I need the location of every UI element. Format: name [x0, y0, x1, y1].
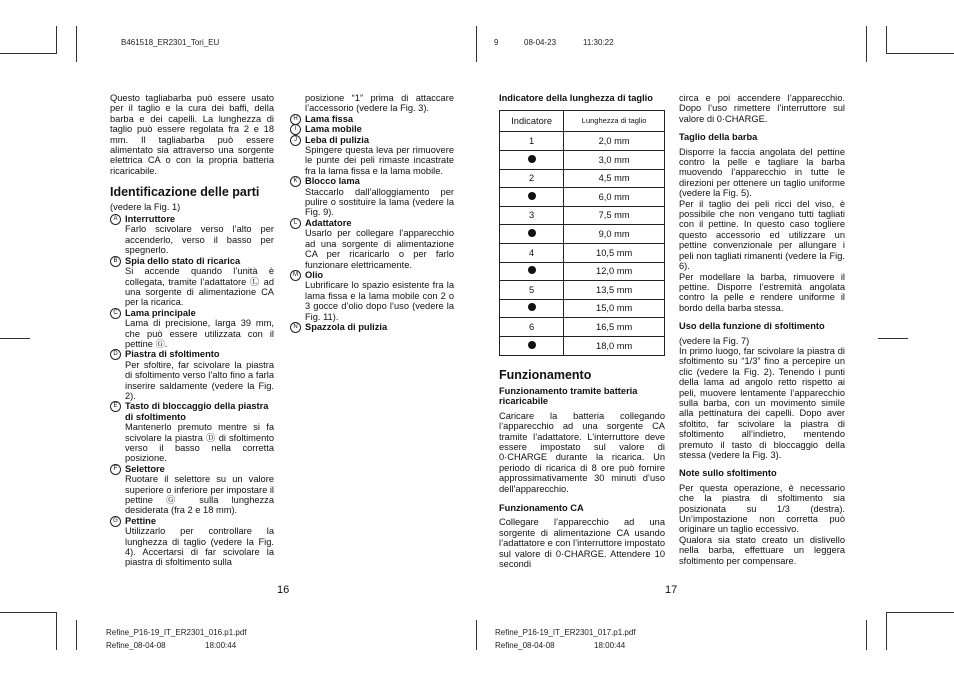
part-letter-badge: M — [290, 270, 301, 281]
table-row — [500, 299, 665, 318]
part-item — [110, 464, 274, 516]
table-title: Indicatore della lunghezza di taglio — [499, 93, 653, 103]
dot-icon — [528, 341, 536, 349]
crop-mark — [866, 26, 867, 62]
length-cell: 15,0 mm — [564, 299, 665, 318]
indicator-cell: 5 — [500, 281, 564, 300]
part-title: Tasto di bloccaggio della piastra di sfoltimento — [125, 401, 269, 422]
dot-icon — [528, 266, 536, 274]
length-cell: 16,5 mm — [564, 318, 665, 337]
crop-mark — [886, 612, 954, 613]
part-title: Lama fissa — [305, 113, 354, 124]
crop-mark — [0, 338, 30, 339]
part-item — [290, 114, 454, 124]
length-cell: 12,0 mm — [564, 262, 665, 281]
part-title: Interruttore — [125, 214, 176, 225]
indicator-cell: 2 — [500, 169, 564, 188]
part-description: Lubrificare lo spazio esistente fra la lama fissa e la lama mobile con 2 o 3 gocce d’olio dopo l’uso (vedere la Fig. 11). — [305, 280, 454, 322]
part-item — [110, 308, 274, 350]
continued-text: circa e poi accendere l’apparecchio. Dopo l’uso rimettere l’interruttore sul valore di 0·CHARGE. — [679, 93, 845, 124]
figure-reference: (vedere la Fig. 1) — [110, 201, 181, 212]
part-title: Spazzola di pulizia — [305, 321, 388, 332]
table-row — [500, 281, 665, 300]
thinning-ref: (vedere la Fig. 7) — [679, 335, 750, 346]
ac-paragraph: Collegare l’apparecchio ad una sorgente di alimentazione CA usando l’adattatore e con l’interruttore impostato sul valore di 0·CHARGE. Attendere 10 secondi — [499, 517, 665, 570]
crop-mark — [76, 26, 77, 62]
subheading-beard-trim: Taglio della barba — [679, 132, 758, 143]
indicator-cell: 6 — [500, 318, 564, 337]
part-item — [290, 135, 454, 177]
part-item — [110, 214, 274, 256]
footer-left-time: 18:00:44 — [205, 641, 237, 650]
crop-mark — [886, 53, 954, 54]
part-letter-badge: J — [290, 135, 301, 146]
indicator-cell: 1 — [500, 132, 564, 151]
table-row — [500, 318, 665, 337]
part-item — [110, 349, 274, 401]
subheading-notes: Note sullo sfoltimento — [679, 468, 777, 479]
length-cell: 9,0 mm — [564, 225, 665, 244]
part-letter-badge: L — [290, 218, 301, 229]
crop-mark — [886, 612, 887, 650]
length-cell: 4,5 mm — [564, 169, 665, 188]
part-title: Lama principale — [125, 307, 196, 318]
part-letter-badge: N — [290, 322, 301, 333]
table-row — [500, 243, 665, 262]
table-row — [500, 151, 665, 170]
part-description: Spingere questa leva per rimuovere le punte dei peli rimaste incastrate fra la lama fissa e la lama mobile. — [305, 145, 454, 176]
crop-mark — [866, 620, 867, 650]
length-cell: 6,0 mm — [564, 188, 665, 207]
beard-paragraph-3: Per modellare la barba, rimuovere il pettine. Disporre l’estremità angolata contro la pelle e rendere uniforme il bordo della barba stessa. — [679, 271, 845, 313]
dot-icon — [528, 155, 536, 163]
part-title: Olio — [305, 269, 324, 280]
beard-paragraph-2: Per il taglio dei peli ricci del viso, è possibile che non vengano tutti tagliati con il pettine. In questo caso togliere questo accessorio ed utilizzare un pettine convenzionale per allungare i peli non tagliati rimanenti (vedere la Fig. 6). — [679, 198, 845, 272]
table-row — [500, 188, 665, 207]
notes-paragraph-2: Qualora sia stato creato un dislivello nella barba, effettuare un leggera sfoltimento per compensare. — [679, 534, 845, 566]
part-description: Utilizzarlo per controllare la lunghezza di taglio (vedere la Fig. 4). Accertarsi di far scivolare la piastra di sfoltimento sulla — [125, 526, 274, 568]
indicator-cell — [500, 188, 564, 207]
part-item — [110, 256, 274, 308]
part-title: Adattatore — [305, 217, 352, 228]
subheading-battery: Funzionamento tramite batteria ricaricabile — [499, 385, 638, 407]
part-description: Farlo scivolare verso l’alto per accenderlo, verso il basso per spegnerlo. — [125, 224, 274, 256]
footer-right-date: Refine_08-04-08 — [495, 641, 555, 650]
part-item — [290, 176, 454, 218]
crop-mark — [476, 26, 477, 62]
part-description: Usarlo per collegare l’apparecchio ad una sorgente di alimentazione CA per ricaricarlo o per farlo funzionare elettricamente. — [305, 228, 454, 270]
crop-mark — [886, 26, 887, 54]
crop-mark — [878, 338, 908, 339]
section-heading-parts: Identificazione delle parti — [110, 185, 260, 200]
part-letter-badge: E — [110, 401, 121, 412]
intro-paragraph: Questo tagliabarba può essere usato per il taglio e la cura dei baffi, della barba e dei capelli. La lunghezza di taglio può essere regolata fra 2 e 18 mm. Il tagliabarba può essere alimentato sia attraverso una sorgente elettrica CA o con la propria batteria ricaricabile. — [110, 93, 274, 176]
notes-paragraph-1: Per questa operazione, è necessario che la piastra di sfoltimento sia posizionata su 1/3 (destra). Un’impostazione non corretta può originare un taglio eccessivo. — [679, 482, 845, 535]
part-title: Spia dello stato di ricarica — [125, 255, 241, 266]
header-date: 08-04-23 — [524, 38, 557, 47]
beard-paragraph-1: Disporre la faccia angolata del pettine contro la pelle e tagliare la barba muovendo l’apparecchio in tutte le direzioni per ottenere un taglio uniforme (vedere la Fig. 5). — [679, 146, 845, 199]
part-title: Piastra di sfoltimento — [125, 349, 220, 360]
column-4 — [679, 93, 845, 566]
dot-icon — [528, 229, 536, 237]
length-cell: 13,5 mm — [564, 281, 665, 300]
page-number-left: 16 — [277, 584, 290, 596]
crop-mark — [76, 620, 77, 650]
indicator-cell — [500, 225, 564, 244]
column-2 — [290, 93, 454, 332]
footer-left-date: Refine_08-04-08 — [106, 641, 166, 650]
part-description: Staccarlo dall’alloggiamento per pulire o sostituire la lama (vedere la Fig. 9). — [305, 186, 454, 218]
part-description: Ruotare il selettore su un valore superiore o inferiore per impostare il pettine Ⓖ sulla lunghezza desiderata (fra 2 e 18 mm). — [125, 474, 274, 516]
part-description: Si accende quando l’unità è collegata, tramite l’adattatore Ⓛ ad una sorgente di alimentazione CA per la ricarica. — [125, 266, 274, 308]
header-page-num: 9 — [494, 38, 499, 47]
table-row — [500, 262, 665, 281]
part-letter-badge: I — [290, 124, 301, 135]
table-row — [500, 132, 665, 151]
part-letter-badge: D — [110, 349, 121, 360]
indicator-cell — [500, 299, 564, 318]
crop-mark — [0, 612, 56, 613]
part-title: Pettine — [125, 515, 156, 526]
footer-left-file: Refine_P16-19_IT_ER2301_016.p1.pdf — [106, 628, 247, 637]
part-title: Selettore — [125, 463, 165, 474]
part-item — [290, 124, 454, 134]
part-letter-badge: A — [110, 214, 121, 225]
part-item — [110, 401, 274, 463]
length-cell: 10,5 mm — [564, 243, 665, 262]
dot-icon — [528, 192, 536, 200]
part-item — [110, 516, 274, 568]
table-row — [500, 225, 665, 244]
column-1 — [110, 93, 274, 568]
footer-right-time: 18:00:44 — [594, 641, 626, 650]
subheading-thinning: Uso della funzione di sfoltimento — [679, 321, 825, 332]
part-letter-badge: K — [290, 176, 301, 187]
part-item — [290, 218, 454, 270]
section-heading-operation: Funzionamento — [499, 367, 592, 382]
part-description: Mantenerlo premuto mentre si fa scivolare la piastra Ⓓ di sfoltimento verso il basso nella corretta posizione. — [125, 422, 274, 464]
part-description: Per sfoltire, far scivolare la piastra di sfoltimento verso l’alto fino a farla inserire saldamente (vedere la Fig. 2). — [125, 359, 274, 401]
crop-mark — [0, 53, 56, 54]
indicator-cell — [500, 262, 564, 281]
crop-mark — [56, 612, 57, 650]
crop-mark — [56, 26, 57, 54]
part-description: Lama di precisione, larga 39 mm, che può essere utilizzata con il pettine Ⓖ. — [125, 318, 274, 349]
cutting-length-table — [499, 110, 665, 355]
table-row — [500, 336, 665, 355]
header-filename: B461518_ER2301_Tori_EU — [121, 38, 220, 47]
header-time: 11:30:22 — [583, 38, 614, 47]
part-title: Leba di pulizia — [305, 134, 370, 145]
length-cell: 3,0 mm — [564, 151, 665, 170]
part-title: Lama mobile — [305, 124, 362, 135]
indicator-cell — [500, 336, 564, 355]
page-number-right: 17 — [665, 584, 678, 596]
footer-right-file: Refine_P16-19_IT_ER2301_017.p1.pdf — [495, 628, 636, 637]
length-cell: 2,0 mm — [564, 132, 665, 151]
table-header-length: Lunghezza di taglio — [564, 111, 665, 132]
thinning-paragraph: In primo luogo, far scivolare la piastra di sfoltimento su “1/3” fino a percepire un clic (vedere la Fig. 2). Tenendo i punti della lama ad angolo retto rispetto ai peli, muovere lentamente l’apparecchio sulla barba, con un movimento simile alla pettinatura dei capelli. Dopo aver sfoltito, far scivolare la piastra di sfoltimento all’indietro, mentendo premuto il tasto di bloccaggio della stessa (vedere la Fig. 3). — [679, 345, 845, 460]
length-cell: 7,5 mm — [564, 206, 665, 225]
crop-mark — [476, 620, 477, 650]
indicator-cell: 4 — [500, 243, 564, 262]
column-3 — [499, 93, 665, 569]
dot-icon — [528, 303, 536, 311]
part-item — [290, 270, 454, 322]
table-row — [500, 206, 665, 225]
continued-text: posizione “1” prima di attaccare l’accessorio (vedere la Fig. 3). — [305, 93, 454, 114]
part-letter-badge: B — [110, 256, 121, 267]
part-letter-badge: G — [110, 516, 121, 527]
table-row — [500, 169, 665, 188]
table-header-indicator: Indicatore — [500, 111, 564, 132]
part-letter-badge: H — [290, 114, 301, 125]
length-cell: 18,0 mm — [564, 336, 665, 355]
battery-paragraph: Caricare la batteria collegando l’apparecchio ad una sorgente CA tramite l’adattatore. L’interruttore deve essere impostato sul valore di 0·CHARGE durante la ricarica. Un periodo di ricarica di 8 ore può fornire approssimativamente 30 minuti d’uso dell’apparecchio. — [499, 410, 665, 494]
part-letter-badge: C — [110, 308, 121, 319]
part-item — [290, 322, 454, 332]
indicator-cell: 3 — [500, 206, 564, 225]
indicator-cell — [500, 151, 564, 170]
part-title: Blocco lama — [305, 176, 360, 187]
part-letter-badge: F — [110, 464, 121, 475]
subheading-ac: Funzionamento CA — [499, 503, 584, 513]
